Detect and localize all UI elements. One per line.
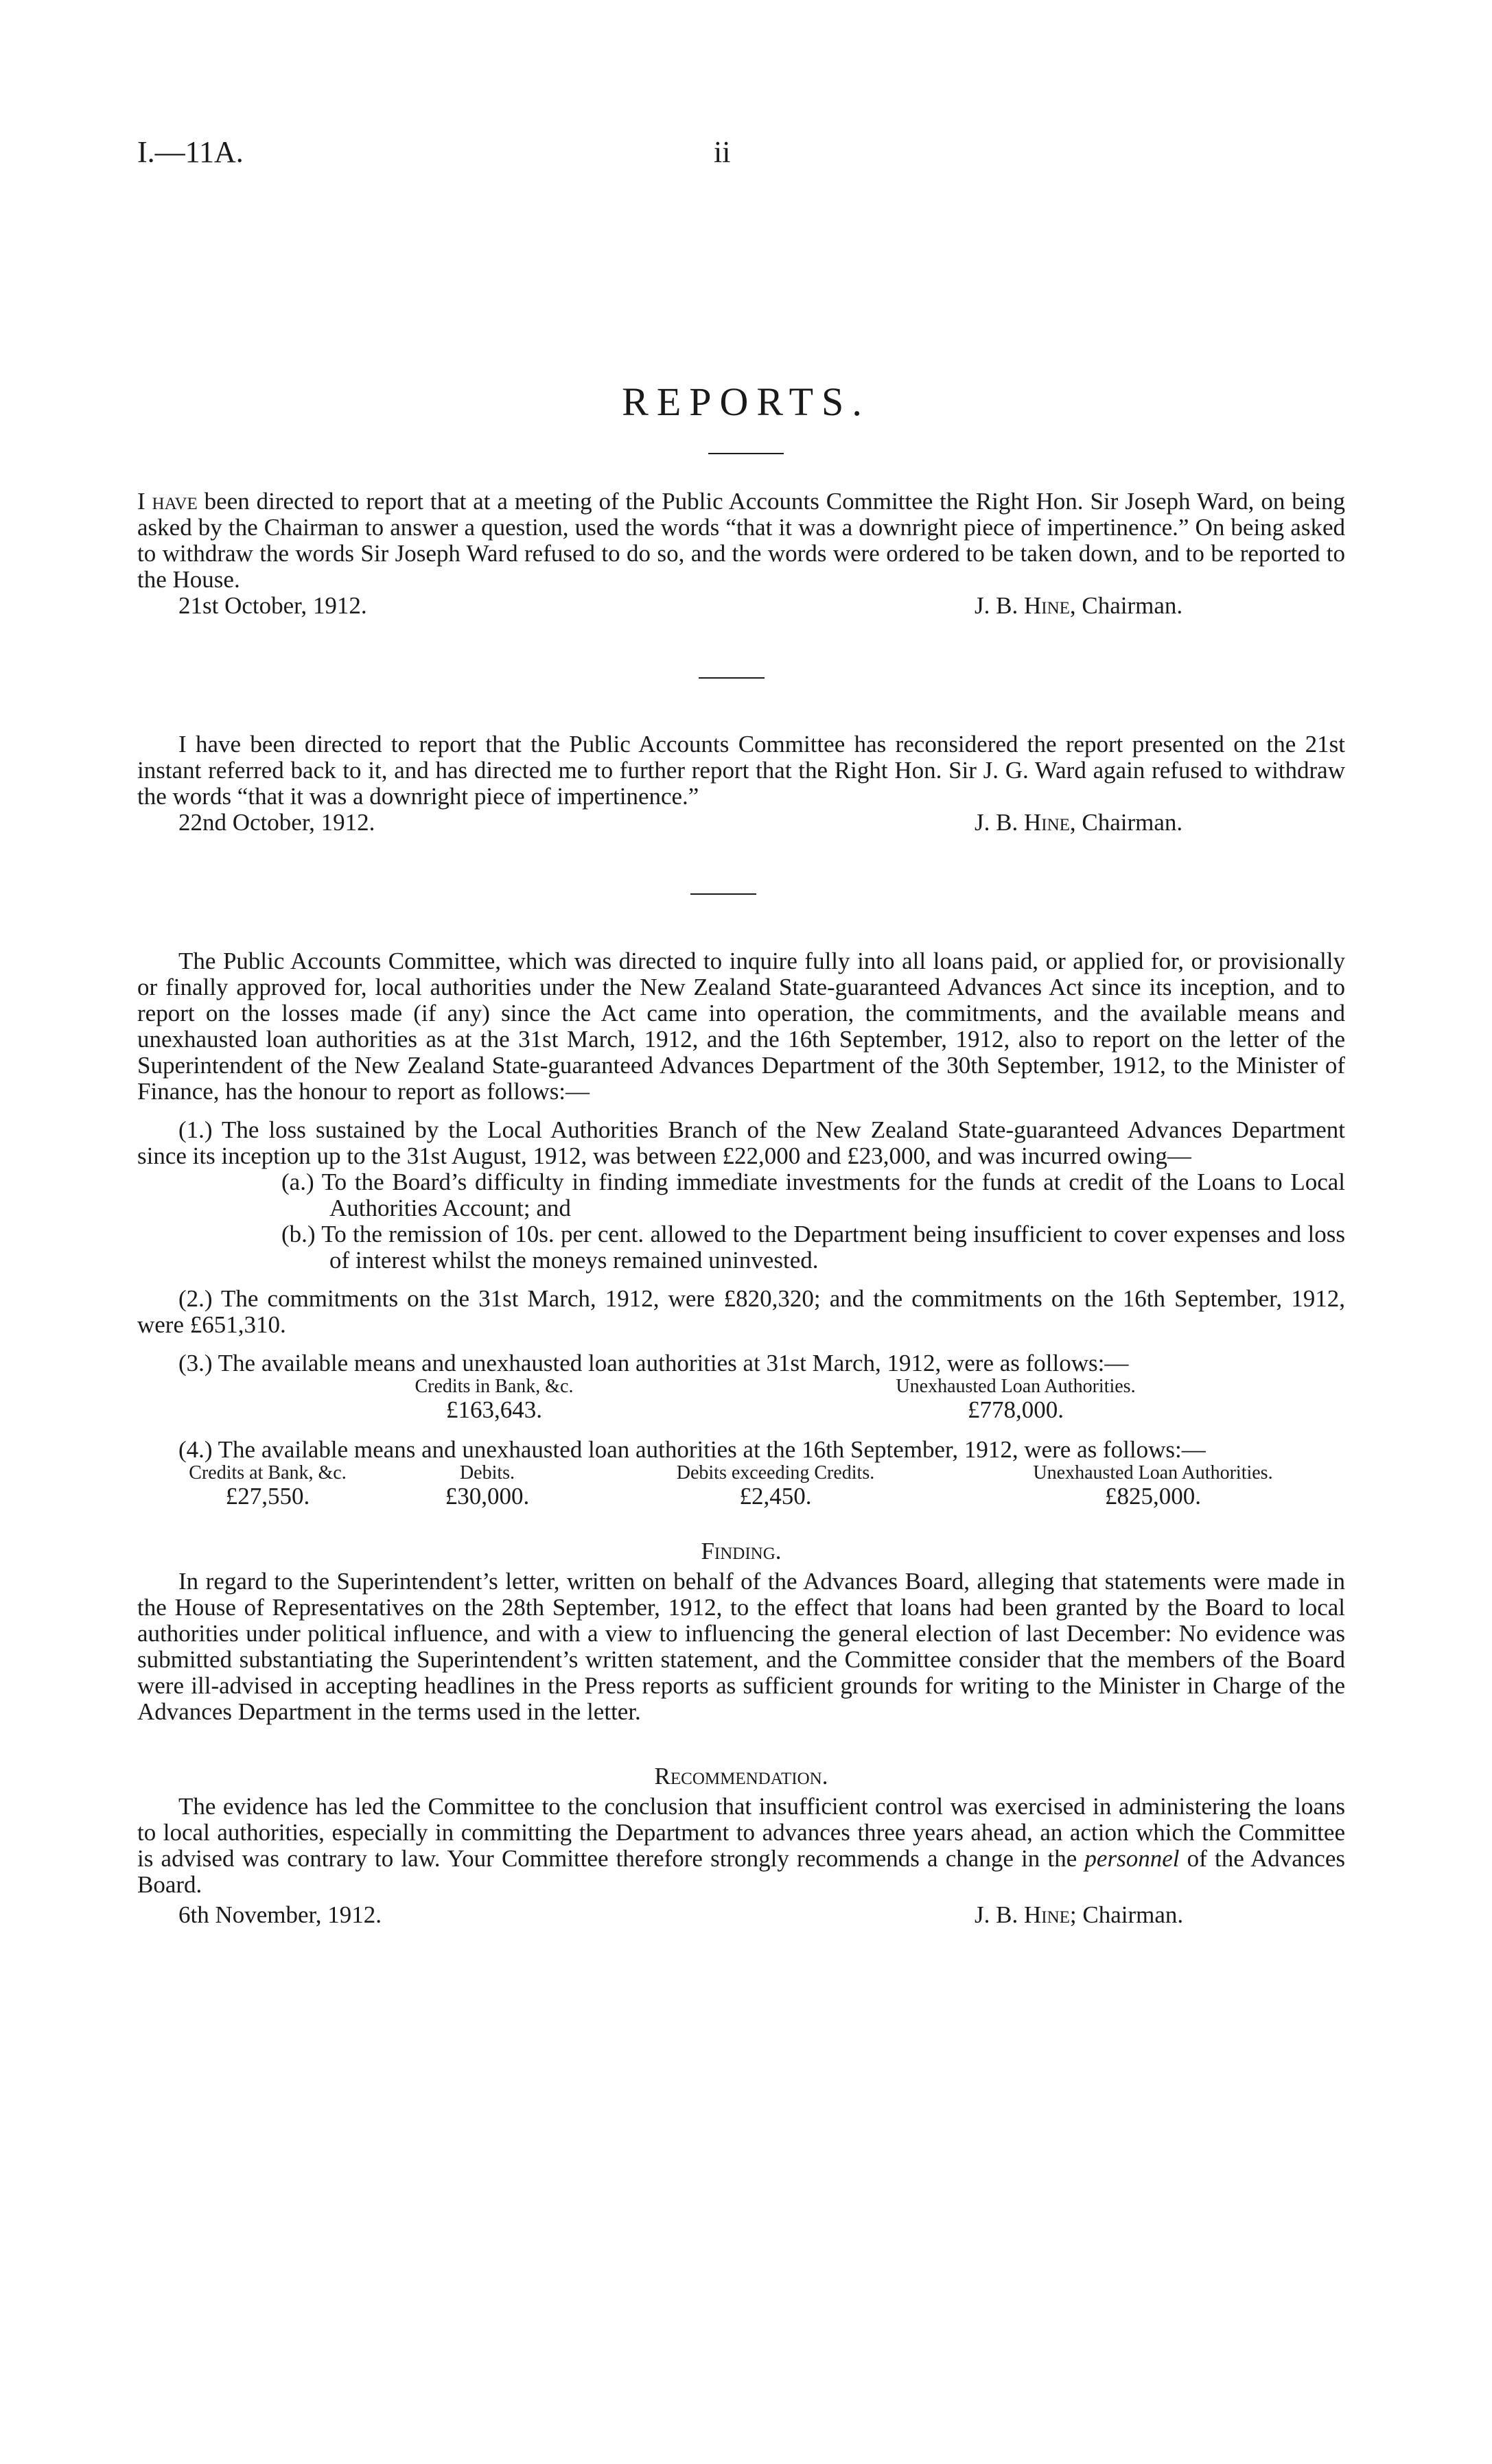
item-4: (4.) The available means and unexhausted loan authorities at the 16th September, 1912, were as follows:—: [178, 1436, 1206, 1463]
report-1-signer: [975, 593, 1182, 619]
recommendation-heading: Recommendation.: [654, 1763, 828, 1790]
table-4-label: Debits.: [459, 1462, 515, 1483]
item-1b: (b.) To the remission of 10s. per cent. allowed to the Department being insufficient to cover expenses and loss of interest whilst the moneys remained uninvested.: [281, 1221, 1345, 1274]
report-3-signature-row: [137, 1902, 1345, 1928]
report-3-signer: [975, 1902, 1183, 1928]
recommendation-text-part-1: The evidence has led the Committee to the conclusion that insufficient control was exercised in administering the loans to local authorities, especially in committing the Department to advances three years ahead, an action which the Committee is advised was contrary to law. Your Committee therefore strongly recommends a change in the: [137, 1793, 1345, 1872]
table-4-value: £2,450.: [739, 1483, 812, 1510]
signer-surname: Hine: [1023, 592, 1070, 619]
table-4: [137, 1463, 1345, 1511]
table-4-col: [405, 1463, 570, 1510]
separator-rule-2: [690, 893, 756, 895]
item-1: (1.) The loss sustained by the Local Authorities Branch of the New Zealand State-guaranteed Advances Department since its inception up to the 31st August, 1912, was between £22,000 and £23,000, and was incurred owing—: [137, 1116, 1345, 1169]
table-4-col: [137, 1463, 398, 1510]
item-2: (2.) The commitments on the 31st March, 1912, were £820,320; and the commitments on the 16th September, 1912, were £651,310.: [137, 1285, 1345, 1338]
report-3-intro: The Public Accounts Committee, which was directed to inquire fully into all loans paid, or applied for, or provisionally or finally approved for, local authorities under the New Zealand State-guaranteed Advances Act since its inception, and to report on the losses made (if any) since the Act came into operation, the commitments, and the available means and unexhausted loan authorities as at the 31st March, 1912, and the 16th September, 1912, also to report on the letter of the Superintendent of the New Zealand State-guaranteed Advances Department of the 30th September, 1912, to the Minister of Finance, has the honour to report as follows:—: [137, 948, 1345, 1105]
recommendation-italic: personnel: [1084, 1845, 1180, 1872]
table-3: [137, 1376, 1345, 1424]
signer-title: , Chairman.: [1069, 592, 1183, 619]
recommendation-text: [137, 1794, 1345, 1898]
document-code: I.—11A.: [137, 135, 244, 169]
report-2-body: I have been directed to report that the Public Accounts Committee has reconsidered the report presented on the 21st instant referred back to it, and has directed me to further report that the Right Hon. Sir J. G. Ward again refused to withdraw the words “that it was a downright piece of impertinence.”: [137, 731, 1345, 810]
signer-initials: J. B.: [975, 592, 1024, 619]
signer-surname: Hine: [1023, 809, 1070, 836]
table-4-label: Credits at Bank, &c.: [189, 1462, 347, 1483]
report-2-date: 22nd October, 1912.: [178, 809, 375, 836]
table-3-col: [371, 1376, 618, 1423]
table-3-label: Unexhausted Loan Authorities.: [896, 1376, 1136, 1397]
table-4-label: Debits exceeding Credits.: [676, 1462, 875, 1483]
page-title: REPORTS.: [622, 379, 870, 424]
table-3-label: Credits in Bank, &c.: [415, 1376, 574, 1397]
table-3-value: £778,000.: [968, 1396, 1064, 1423]
signer-surname: Hine: [1023, 1901, 1070, 1928]
page-number: ii: [714, 135, 731, 169]
table-4-value: £825,000.: [1105, 1483, 1201, 1510]
item-3: (3.) The available means and unexhausted loan authorities at 31st March, 1912, were as follows:—: [178, 1350, 1129, 1376]
report-3: [137, 948, 1345, 1928]
table-4-value: £27,550.: [225, 1483, 310, 1510]
report-2: [137, 731, 1345, 836]
recommendation-text-part-2: of the Advances Board.: [137, 1845, 1346, 1898]
table-4-col: [618, 1463, 933, 1510]
finding-text: In regard to the Superintendent’s letter, written on behalf of the Advances Board, alleging that statements were made in the House of Representatives on the 28th September, 1912, to the effect that loans had been granted by the Board to local authorities under political influence, and with a view to influencing the general election of last December: No evidence was submitted substantiating the Superintendent’s written statement, and the Committee consider that the members of the Board were ill-advised in accepting headlines in the Press reports as sufficient grounds for writing to the Minister in Charge of the Advances Department in the terms used in the letter.: [137, 1568, 1345, 1725]
signer-title: , Chairman.: [1069, 809, 1183, 836]
report-1: [137, 489, 1345, 619]
table-3-col: [858, 1376, 1174, 1423]
signer-initials: J. B.: [975, 1901, 1024, 1928]
report-3-date: 6th November, 1912.: [178, 1901, 382, 1928]
report-1-lead: I have: [137, 488, 198, 515]
report-1-text: [137, 489, 1345, 593]
report-2-signature-row: [137, 810, 1345, 836]
report-1-body: been directed to report that at a meeting of the Public Accounts Committee the Right Hon. Sir Joseph Ward, on being asked by the Chairman to answer a question, used the words “that it was a downright piece of impertinence.” On being asked to withdraw the words Sir Joseph Ward refused to do so, and the words were ordered to be taken down, and to be reported to the House.: [137, 488, 1345, 593]
report-1-signature-row: [137, 593, 1345, 619]
finding-heading: Finding.: [701, 1538, 782, 1564]
table-4-value: £30,000.: [445, 1483, 530, 1510]
report-2-signer: [975, 810, 1182, 836]
title-rule: [708, 453, 784, 454]
table-4-col: [968, 1463, 1338, 1510]
report-1-date: 21st October, 1912.: [178, 592, 367, 619]
table-3-value: £163,643.: [446, 1396, 542, 1423]
table-4-label: Unexhausted Loan Authorities.: [1033, 1462, 1273, 1483]
item-1a: (a.) To the Board’s difficulty in finding immediate investments for the funds at credit of the Loans to Local Authorities Account; and: [281, 1169, 1345, 1221]
separator-rule-1: [699, 677, 765, 679]
signer-initials: J. B.: [975, 809, 1024, 836]
signer-title: ; Chairman.: [1069, 1901, 1184, 1928]
